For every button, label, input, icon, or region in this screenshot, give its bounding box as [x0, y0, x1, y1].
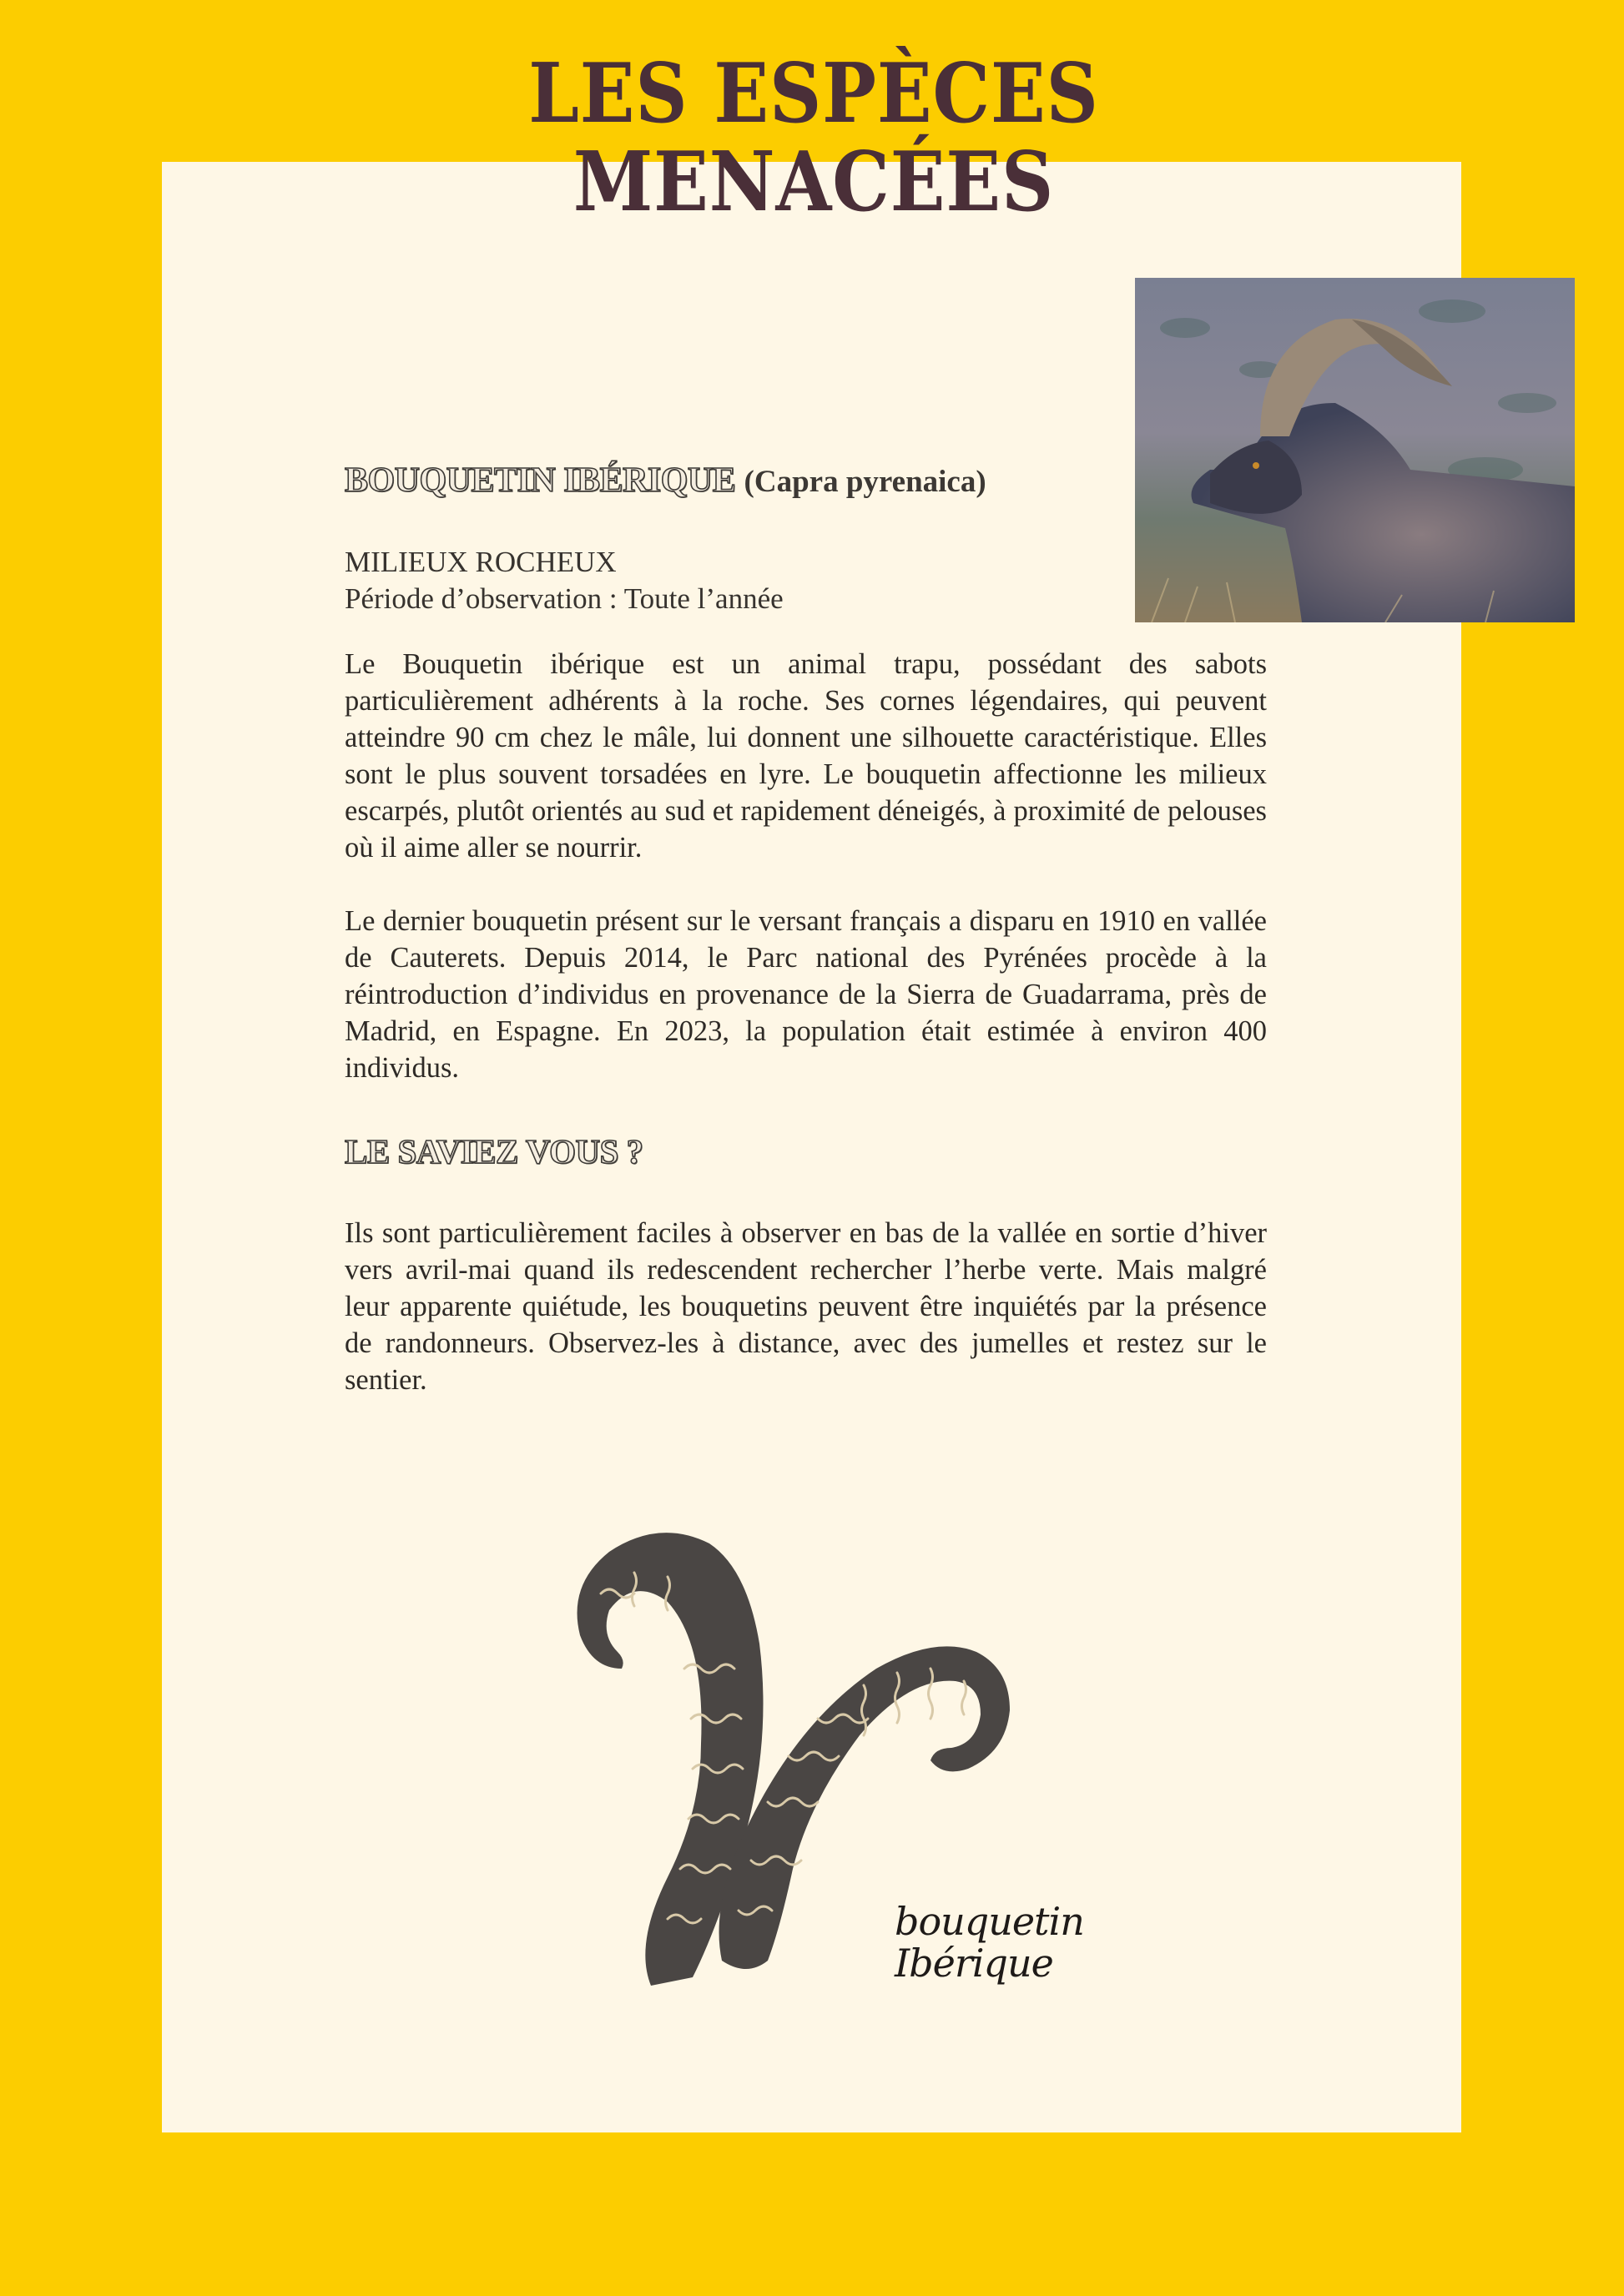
caption-line-1: bouquetin: [895, 1899, 1084, 1944]
species-latin-name: (Capra pyrenaica): [744, 465, 986, 499]
habitat-label: MILIEUX ROCHEUX: [345, 546, 617, 578]
species-content: [345, 455, 1267, 1398]
observation-period: Période d’observation : Toute l’année: [345, 582, 784, 615]
description-paragraph-2: Le dernier bouquetin présent sur le versant français a disparu en 1910 en vallée de Cauterets. Depuis 2014, le Parc national des Pyrénées procède à la réintroduction d’individus en provenance de la Sierra de Guadarrama, près de Madrid, en Espagne. En 2023, la population était estimée à environ 400 individus.: [345, 905, 1267, 1084]
title-line-2: MENACÉES: [572, 134, 1055, 230]
species-heading: [345, 455, 1267, 507]
title-line-1: LES ESPÈCES: [528, 46, 1099, 142]
caption-line-2: Ibérique: [895, 1941, 1053, 1986]
species-meta: [345, 544, 1267, 617]
description-paragraph-1: Le Bouquetin ibérique est un animal trapu, possédant des sabots particulièrement adhérents à la roche. Ses cornes légendaires, qui peuvent atteindre 90 cm chez le mâle, lui donnent une silhouette caractéristique. Elles sont le plus souvent torsadées en lyre. Le bouquetin affectionne les milieux escarpés, plutôt orientés au sud et rapidement déneigés, à proximité de pelouses où il aime aller se nourrir.: [345, 648, 1267, 864]
illustration-caption: [895, 1901, 1084, 1984]
page-title: [487, 46, 1140, 230]
species-common-name: BOUQUETIN IBÉRIQUE: [345, 461, 736, 500]
did-you-know-text: Ils sont particulièrement faciles à observer en bas de la vallée en sortie d’hiver vers avril-mai quand ils redescendent rechercher l’herbe verte. Mais malgré leur apparente quiétude, les bouquetins peuvent être inquiétés par la présence de randonneurs. Observez-les à distance, avec des jumelles et restez sur le sentier.: [345, 1217, 1267, 1396]
did-you-know-heading: LE SAVIEZ VOUS ?: [345, 1132, 643, 1171]
